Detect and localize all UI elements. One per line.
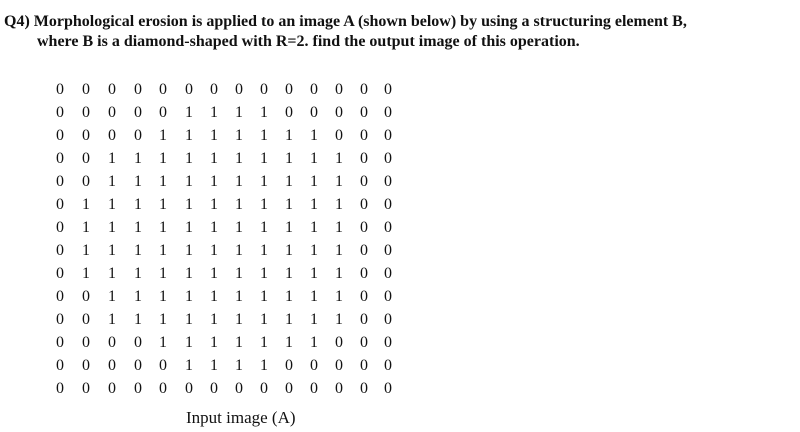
- matrix-cell: 1: [285, 196, 293, 213]
- matrix-cell: 1: [108, 196, 116, 213]
- matrix-cell: 0: [260, 380, 268, 397]
- matrix-cell: 1: [235, 196, 243, 213]
- matrix-cell: 1: [335, 311, 343, 328]
- matrix-cell: 0: [134, 81, 142, 98]
- matrix-cell: 1: [210, 104, 218, 121]
- matrix-cell: 1: [285, 242, 293, 259]
- matrix-cell: 1: [235, 288, 243, 305]
- matrix-cell: 0: [108, 81, 116, 98]
- matrix-cell: 0: [384, 380, 392, 397]
- matrix-cell: 0: [82, 150, 90, 167]
- matrix-cell: 1: [210, 127, 218, 144]
- matrix-cell: 1: [210, 357, 218, 374]
- matrix-cell: 0: [384, 173, 392, 190]
- matrix-cell: 1: [159, 265, 167, 282]
- matrix-cell: 0: [235, 81, 243, 98]
- matrix-cell: 0: [384, 81, 392, 98]
- matrix-cell: 1: [185, 334, 193, 351]
- matrix-cell: 1: [235, 150, 243, 167]
- matrix-cell: 0: [159, 104, 167, 121]
- matrix-cell: 1: [285, 334, 293, 351]
- matrix-cell: 0: [82, 127, 90, 144]
- matrix-cell: 1: [235, 357, 243, 374]
- matrix-cell: 1: [260, 334, 268, 351]
- matrix-cell: 1: [335, 288, 343, 305]
- matrix-cell: 1: [260, 196, 268, 213]
- matrix-cell: 0: [384, 242, 392, 259]
- matrix-cell: 1: [82, 265, 90, 282]
- matrix-cell: 0: [360, 173, 368, 190]
- matrix-cell: 1: [310, 150, 318, 167]
- matrix-cell: 0: [285, 81, 293, 98]
- matrix-cell: 1: [159, 311, 167, 328]
- matrix-cell: 0: [384, 311, 392, 328]
- matrix-cell: 1: [159, 219, 167, 236]
- matrix-cell: 0: [360, 81, 368, 98]
- matrix-cell: 1: [235, 265, 243, 282]
- matrix-cell: 1: [185, 265, 193, 282]
- matrix-cell: 1: [335, 265, 343, 282]
- matrix-cell: 1: [285, 288, 293, 305]
- matrix-cell: 1: [134, 173, 142, 190]
- matrix-cell: 1: [159, 127, 167, 144]
- matrix-cell: 1: [310, 196, 318, 213]
- matrix-cell: 1: [235, 334, 243, 351]
- matrix-cell: 1: [310, 127, 318, 144]
- matrix-cell: 0: [159, 380, 167, 397]
- matrix-cell: 1: [335, 196, 343, 213]
- matrix-cell: 1: [260, 219, 268, 236]
- matrix-cell: 0: [108, 104, 116, 121]
- matrix-cell: 1: [310, 334, 318, 351]
- matrix-cell: 1: [134, 242, 142, 259]
- matrix-cell: 0: [384, 196, 392, 213]
- matrix-cell: 1: [235, 219, 243, 236]
- matrix-cell: 0: [335, 127, 343, 144]
- matrix-cell: 0: [82, 173, 90, 190]
- matrix-cell: 0: [56, 265, 64, 282]
- matrix-cell: 1: [260, 357, 268, 374]
- matrix-cell: 1: [210, 334, 218, 351]
- matrix-cell: 0: [260, 81, 268, 98]
- matrix-cell: 1: [108, 265, 116, 282]
- matrix-cell: 1: [210, 219, 218, 236]
- matrix-cell: 0: [134, 334, 142, 351]
- matrix-cell: 1: [108, 173, 116, 190]
- matrix-cell: 1: [235, 127, 243, 144]
- matrix-cell: 1: [185, 150, 193, 167]
- matrix-cell: 1: [82, 219, 90, 236]
- matrix-cell: 1: [159, 150, 167, 167]
- matrix-cell: 1: [235, 173, 243, 190]
- matrix-cell: 0: [134, 127, 142, 144]
- matrix-cell: 0: [384, 265, 392, 282]
- matrix-cell: 0: [360, 288, 368, 305]
- matrix-cell: 1: [285, 311, 293, 328]
- matrix-cell: 1: [134, 150, 142, 167]
- question-line-2: where B is a diamond-shaped with R=2. find the output image of this operation.: [37, 33, 580, 50]
- matrix-cell: 0: [335, 81, 343, 98]
- matrix-cell: 0: [360, 104, 368, 121]
- matrix-cell: 0: [185, 380, 193, 397]
- matrix-cell: 0: [310, 81, 318, 98]
- matrix-cell: 0: [360, 219, 368, 236]
- matrix-cell: 1: [310, 173, 318, 190]
- matrix-cell: 0: [210, 380, 218, 397]
- matrix-cell: 0: [82, 357, 90, 374]
- matrix-cell: 0: [56, 104, 64, 121]
- matrix-caption: Input image (A): [186, 408, 296, 427]
- matrix-cell: 1: [260, 242, 268, 259]
- matrix-cell: 0: [56, 219, 64, 236]
- matrix-cell: 1: [134, 265, 142, 282]
- matrix-cell: 1: [134, 219, 142, 236]
- matrix-cell: 0: [159, 81, 167, 98]
- matrix-cell: 1: [210, 173, 218, 190]
- matrix-cell: 1: [185, 242, 193, 259]
- matrix-cell: 1: [108, 288, 116, 305]
- matrix-cell: 1: [134, 196, 142, 213]
- matrix-cell: 0: [56, 311, 64, 328]
- matrix-cell: 0: [360, 380, 368, 397]
- matrix-cell: 0: [235, 380, 243, 397]
- matrix-cell: 0: [384, 219, 392, 236]
- input-image-matrix: [50, 80, 392, 397]
- matrix-cell: 0: [82, 104, 90, 121]
- matrix-cell: 0: [159, 357, 167, 374]
- matrix-cell: 1: [185, 288, 193, 305]
- matrix-cell: 1: [260, 173, 268, 190]
- matrix-cell: 1: [235, 104, 243, 121]
- matrix-cell: 0: [82, 334, 90, 351]
- matrix-cell: 1: [210, 265, 218, 282]
- matrix-cell: 1: [210, 311, 218, 328]
- matrix-cell: 1: [185, 104, 193, 121]
- matrix-cell: 0: [360, 265, 368, 282]
- matrix-cell: 0: [335, 104, 343, 121]
- matrix-cell: 1: [108, 311, 116, 328]
- matrix-cell: 1: [159, 196, 167, 213]
- matrix-cell: 0: [134, 357, 142, 374]
- matrix-cell: 0: [185, 81, 193, 98]
- matrix-cell: 0: [56, 150, 64, 167]
- matrix-cell: 0: [134, 104, 142, 121]
- matrix-cell: 0: [360, 334, 368, 351]
- matrix-cell: 1: [134, 288, 142, 305]
- matrix-cell: 1: [210, 288, 218, 305]
- matrix-cell: 0: [82, 380, 90, 397]
- matrix-cell: 1: [82, 242, 90, 259]
- matrix-cell: 0: [82, 311, 90, 328]
- matrix-cell: 1: [260, 104, 268, 121]
- matrix-cell: 1: [260, 265, 268, 282]
- matrix-cell: 0: [384, 127, 392, 144]
- matrix-cell: 1: [310, 242, 318, 259]
- matrix-cell: 1: [185, 219, 193, 236]
- matrix-cell: 0: [285, 357, 293, 374]
- matrix-cell: 0: [285, 104, 293, 121]
- matrix-cell: 0: [210, 81, 218, 98]
- matrix-cell: 1: [134, 311, 142, 328]
- question-text: [4, 12, 796, 52]
- question-line-1: Q4) Morphological erosion is applied to an image A (shown below) by using a structuring element B,: [4, 13, 687, 30]
- matrix-cell: 1: [235, 242, 243, 259]
- matrix-cell: 0: [384, 288, 392, 305]
- matrix-cell: 1: [335, 173, 343, 190]
- matrix-cell: 0: [134, 380, 142, 397]
- matrix-cell: 1: [108, 150, 116, 167]
- matrix-cell: 0: [56, 334, 64, 351]
- matrix-cell: 0: [335, 380, 343, 397]
- matrix-cell: 0: [108, 380, 116, 397]
- matrix-cell: 1: [210, 150, 218, 167]
- matrix-cell: 0: [384, 104, 392, 121]
- matrix-cell: 0: [108, 357, 116, 374]
- matrix-cell: 1: [185, 173, 193, 190]
- matrix-cell: 0: [360, 150, 368, 167]
- matrix-cell: 0: [310, 380, 318, 397]
- matrix-cell: 1: [285, 173, 293, 190]
- matrix-cell: 0: [384, 150, 392, 167]
- matrix-cell: 1: [310, 219, 318, 236]
- matrix-cell: 0: [108, 127, 116, 144]
- matrix-cell: 1: [285, 219, 293, 236]
- matrix-cell: 0: [82, 288, 90, 305]
- matrix-cell: 1: [335, 219, 343, 236]
- matrix-cell: 1: [185, 196, 193, 213]
- matrix-cell: 1: [159, 334, 167, 351]
- matrix-cell: 1: [260, 311, 268, 328]
- matrix-cell: 0: [56, 380, 64, 397]
- matrix-cell: 1: [285, 127, 293, 144]
- matrix-cell: 1: [310, 288, 318, 305]
- matrix-cell: 0: [360, 242, 368, 259]
- matrix-cell: 0: [285, 380, 293, 397]
- matrix-cell: 1: [310, 265, 318, 282]
- matrix-cell: 0: [56, 173, 64, 190]
- matrix-cell: 1: [260, 288, 268, 305]
- matrix-cell: 0: [56, 357, 64, 374]
- matrix-cell: 1: [159, 173, 167, 190]
- matrix-cell: 1: [335, 242, 343, 259]
- matrix-cell: 1: [82, 196, 90, 213]
- matrix-cell: 0: [335, 357, 343, 374]
- matrix-cell: 0: [56, 127, 64, 144]
- matrix-cell: 0: [384, 357, 392, 374]
- matrix-cell: 0: [56, 288, 64, 305]
- matrix-cell: 1: [310, 311, 318, 328]
- matrix-cell: 0: [360, 357, 368, 374]
- matrix-cell: 0: [310, 357, 318, 374]
- matrix-cell: 1: [159, 242, 167, 259]
- matrix-cell: 1: [285, 265, 293, 282]
- matrix-cell: 1: [210, 196, 218, 213]
- matrix-cell: 1: [185, 311, 193, 328]
- matrix-cell: 0: [108, 334, 116, 351]
- matrix-cell: 0: [360, 196, 368, 213]
- matrix-cell: 1: [210, 242, 218, 259]
- matrix-cell: 1: [108, 242, 116, 259]
- matrix-cell: 1: [108, 219, 116, 236]
- matrix-cell: 0: [56, 242, 64, 259]
- matrix-cell: 0: [56, 81, 64, 98]
- matrix-cell: 1: [260, 150, 268, 167]
- matrix-cell: 0: [56, 196, 64, 213]
- matrix-cell: 1: [260, 127, 268, 144]
- matrix-cell: 1: [185, 357, 193, 374]
- matrix-cell: 1: [185, 127, 193, 144]
- matrix-cell: 0: [360, 127, 368, 144]
- matrix-cell: 0: [82, 81, 90, 98]
- matrix-cell: 1: [285, 150, 293, 167]
- matrix-cell: 1: [335, 150, 343, 167]
- matrix-cell: 0: [310, 104, 318, 121]
- matrix-cell: 0: [360, 311, 368, 328]
- matrix-cell: 0: [384, 334, 392, 351]
- matrix-cell: 0: [335, 334, 343, 351]
- matrix-cell: 1: [159, 288, 167, 305]
- matrix-cell: 1: [235, 311, 243, 328]
